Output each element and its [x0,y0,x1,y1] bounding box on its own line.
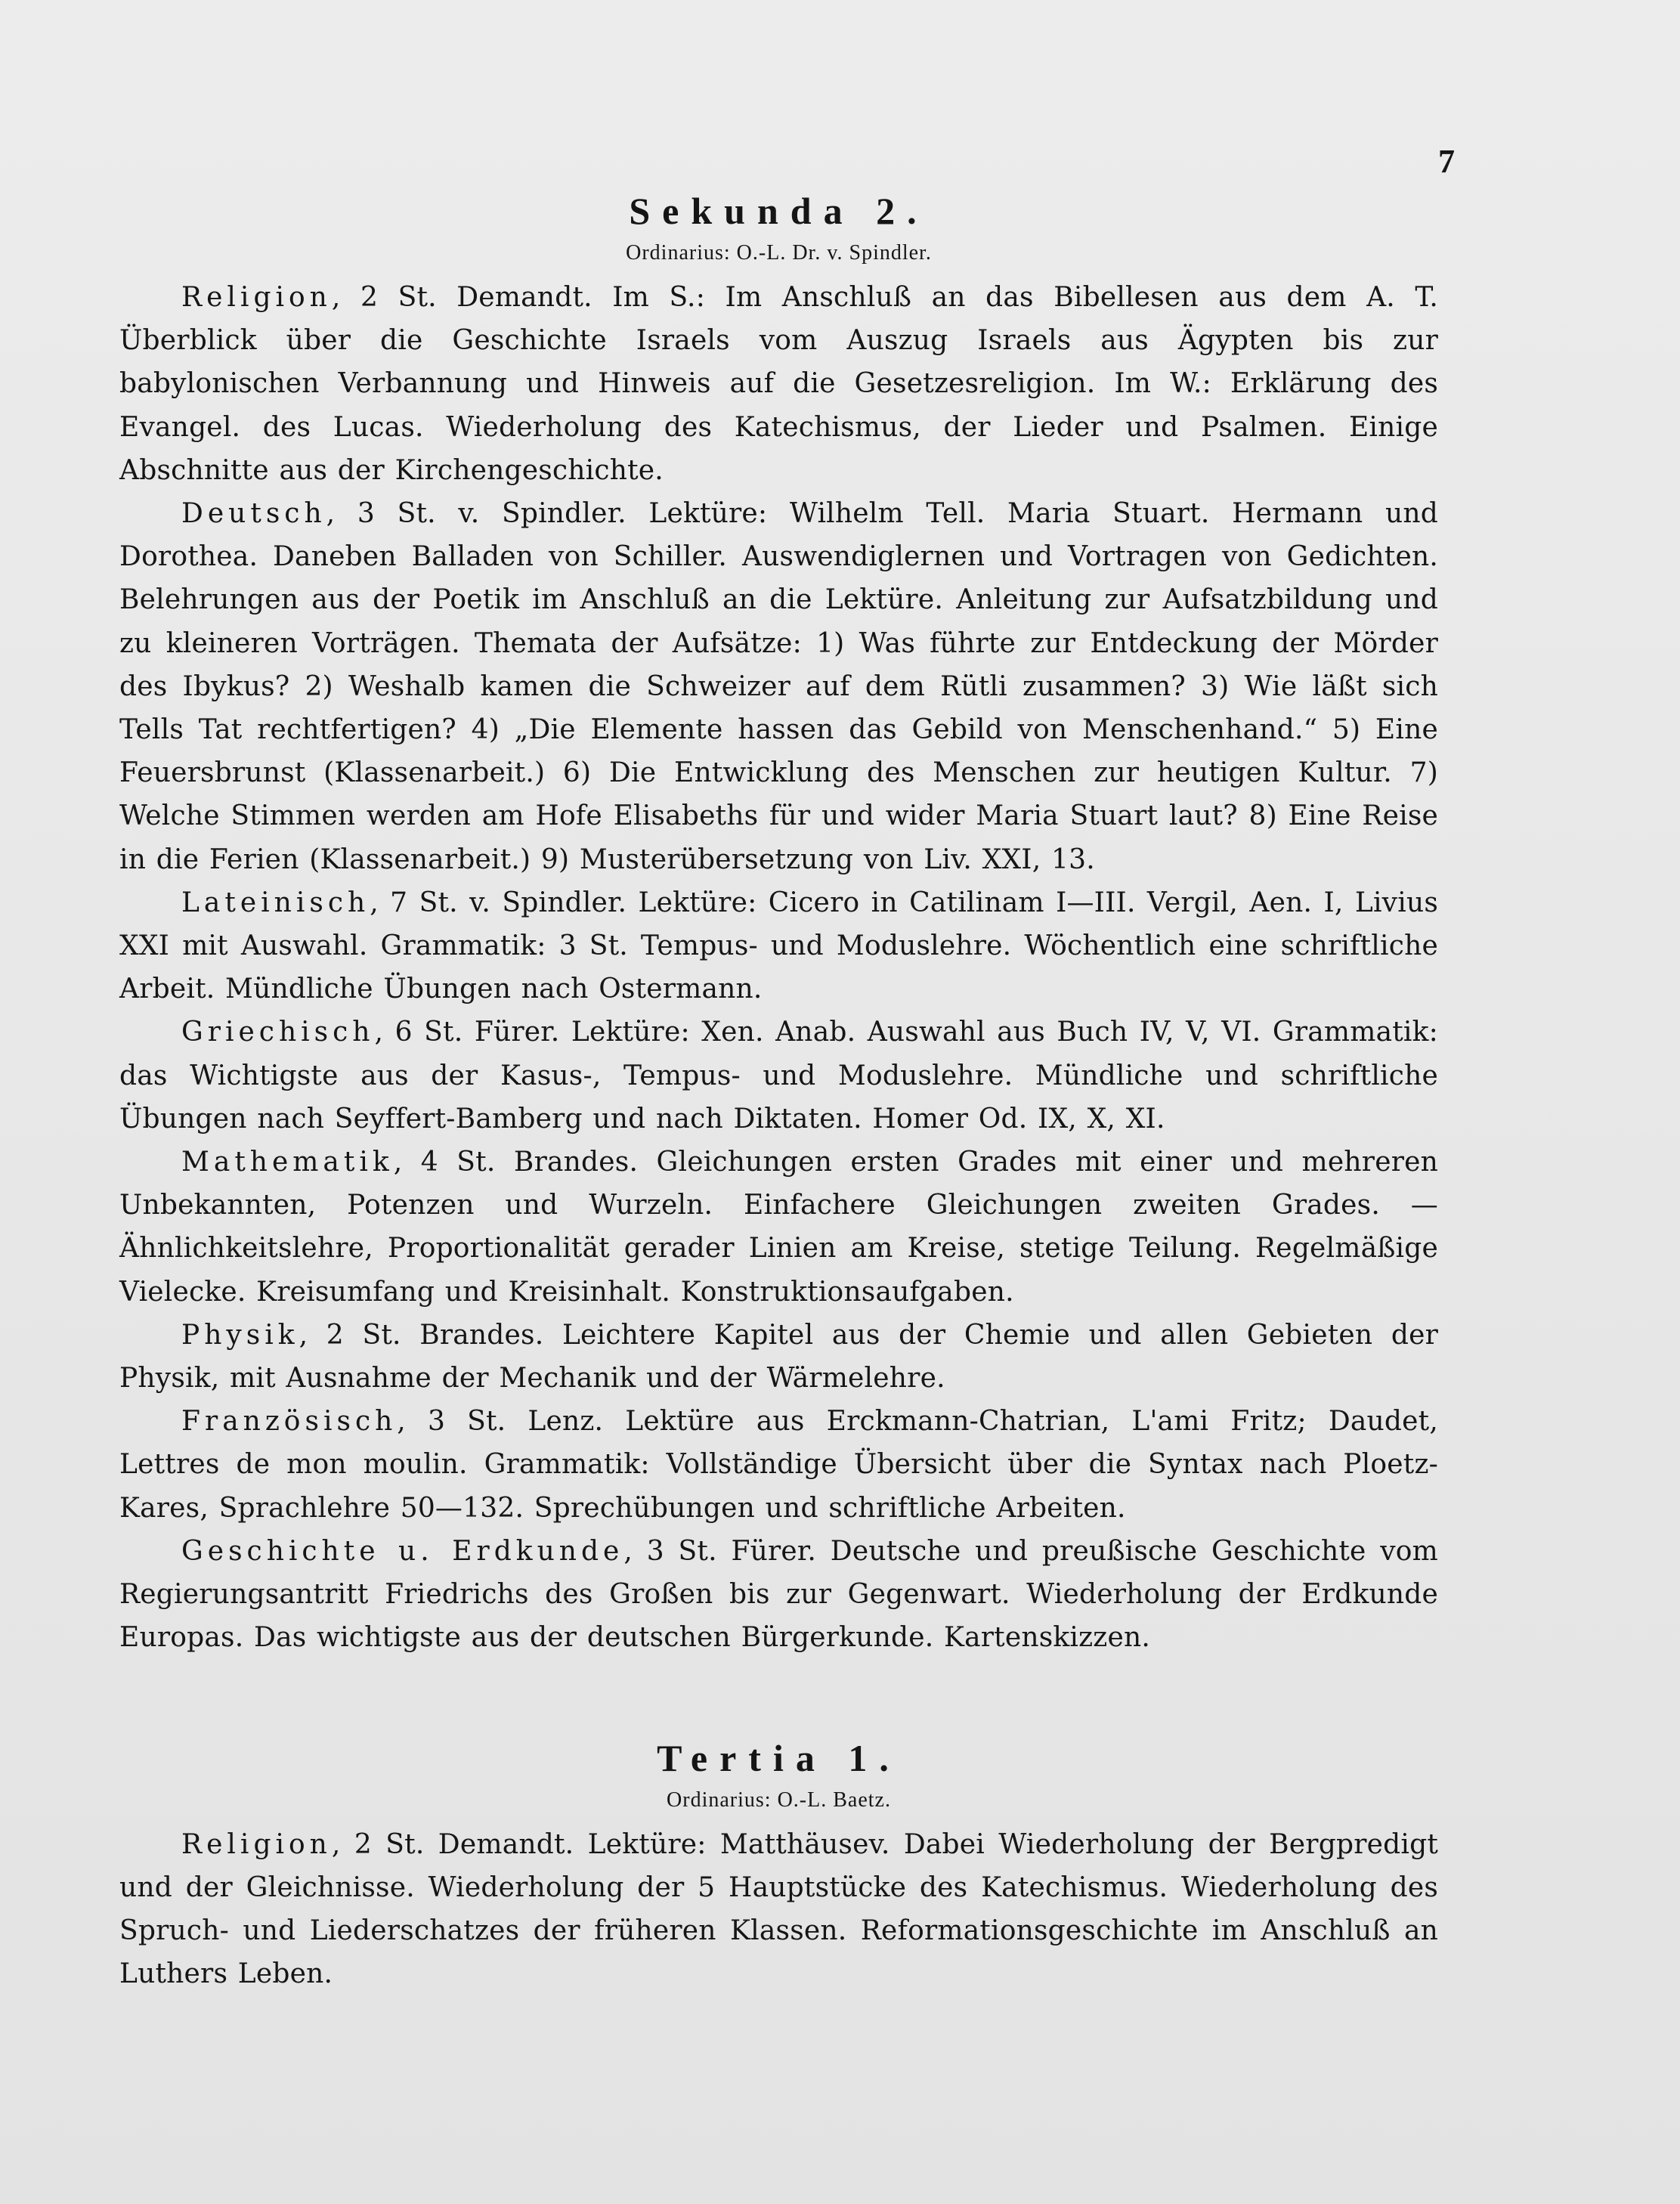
subject-text: , 4 St. Brandes. Gleichungen ersten Grades mit einer und mehreren Unbekannten, Potenzen und Wurzeln. Einfachere Gleichungen zweiten Grades. — Ähnlichkeitslehre, Proportionalität gerader Linien am Kreise, stetige Teilung. Regelmäßige Vielecke. Kreisumfang und Kreisinhalt. Konstruktionsaufgaben. [119,1147,1438,1308]
subject-name: Mathematik [181,1147,394,1178]
subject-name: Religion [181,1828,332,1860]
subject-text: , 6 St. Fürer. Lektüre: Xen. Anab. Auswahl aus Buch IV, V, VI. Grammatik: das Wichtigste aus der Kasus-, Tempus- und Moduslehre. Mündliche und schriftliche Übungen nach Seyffert-Bamberg und nach Diktaten. Homer Od. IX, X, XI. [119,1017,1438,1135]
subject-physik [119,1314,1438,1400]
subject-text: , 2 St. Brandes. Leichtere Kapitel aus der Chemie und allen Gebieten der Physik, mit Ausnahme der Mechanik und der Wärmelehre. [119,1319,1438,1395]
subject-text: , 3 St. v. Spindler. Lektüre: Wilhelm Tell. Maria Stuart. Hermann und Dorothea. Daneben Balladen von Schiller. Auswendiglernen und Vortragen von Gedichten. Belehrungen aus der Poetik im Anschluß an die Lektüre. Anleitung zur Aufsatzbildung und zu kleineren Vorträgen. Themata der Aufsätze: 1) Was führte zur Entdeckung der Mörder des Ibykus? 2) Weshalb kamen die Schweizer auf dem Rütli zusammen? 3) Wie läßt sich Tells Tat rechtfertigen? 4) „Die Elemente hassen das Gebild von Menschenhand.“ 5) Eine Feuersbrunst (Klassenarbeit.) 6) Die Entwicklung des Menschen zur heutigen Kultur. 7) Welche Stimmen werden am Hofe Elisabeths für und wider Maria Stuart laut? 8) Eine Reise in die Ferien (Klassenarbeit.) 9) Musterübersetzung von Liv. XXI, 13. [119,498,1438,875]
subject-name: Lateinisch [181,887,370,918]
page-number: 7 [1438,143,1455,180]
subject-text: , 7 St. v. Spindler. Lektüre: Cicero in Catilinam I—III. Vergil, Aen. I, Livius XXI mit Auswahl. Grammatik: 3 St. Tempus- und Moduslehre. Wöchentlich eine schriftliche Arbeit. Mündliche Übungen nach Ostermann. [119,887,1438,1005]
subject-text: , 2 St. Demandt. Im S.: Im Anschluß an das Bibellesen aus dem A. T. Überblick über die Geschichte Israels vom Auszug Israels aus Ägypten bis zur babylonischen Verbannung und Hinweis auf die Gesetzesreligion. Im W.: Erklärung des Evangel. des Lucas. Wiederholung des Katechismus, der Lieder und Psalmen. Einige Abschnitte aus der Kirchengeschichte. [119,282,1438,486]
subject-name: Französisch [181,1406,398,1438]
subject-name: Geschichte u. Erdkunde [181,1535,624,1567]
subject-griechisch [119,1011,1438,1141]
subject-lateinisch [119,881,1438,1011]
subject-mathematik [119,1141,1438,1314]
subject-name: Religion [181,282,332,313]
subject-name: Deutsch [181,498,326,530]
subject-geschichte-erdkunde [119,1530,1438,1660]
subject-deutsch [119,492,1438,881]
subject-religion [119,276,1438,492]
section-title-tertia-1: Tertia 1. [657,1736,901,1779]
section-title-sekunda-2: Sekunda 2. [629,190,929,232]
subject-text: , 3 St. Lenz. Lektüre aus Erckmann-Chatrian, L'ami Fritz; Daudet, Lettres de mon moulin. Grammatik: Vollständige Übersicht über die Syntax nach Ploetz-Kares, Sprachlehre 50—132. Sprechübungen und schriftliche Arbeiten. [119,1406,1438,1524]
subject-name: Physik [181,1319,299,1351]
subject-franzoesisch [119,1400,1438,1530]
subject-text: , 2 St. Demandt. Lektüre: Matthäusev. Dabei Wiederholung der Bergpredigt und der Gleichnisse. Wiederholung der 5 Hauptstücke des Katechismus. Wiederholung des Spruch- und Liederschatzes der früheren Klassen. Reformationsgeschichte im Anschluß an Luthers Leben. [119,1828,1438,1990]
ordinarius-tertia-1: Ordinarius: O.-L. Baetz. [667,1788,891,1812]
subject-name: Griechisch [181,1017,375,1048]
page-content [119,185,1438,1995]
section-gap [119,1660,1438,1732]
subject-religion-tertia [119,1823,1438,1996]
subject-text: , 3 St. Fürer. Deutsche und preußische Geschichte vom Regierungsantritt Friedrichs des Großen bis zur Gegenwart. Wiederholung der Erdkunde Europas. Das wichtigste aus der deutschen Bürgerkunde. Kartenskizzen. [119,1535,1439,1654]
ordinarius-sekunda-2: Ordinarius: O.-L. Dr. v. Spindler. [626,241,932,265]
